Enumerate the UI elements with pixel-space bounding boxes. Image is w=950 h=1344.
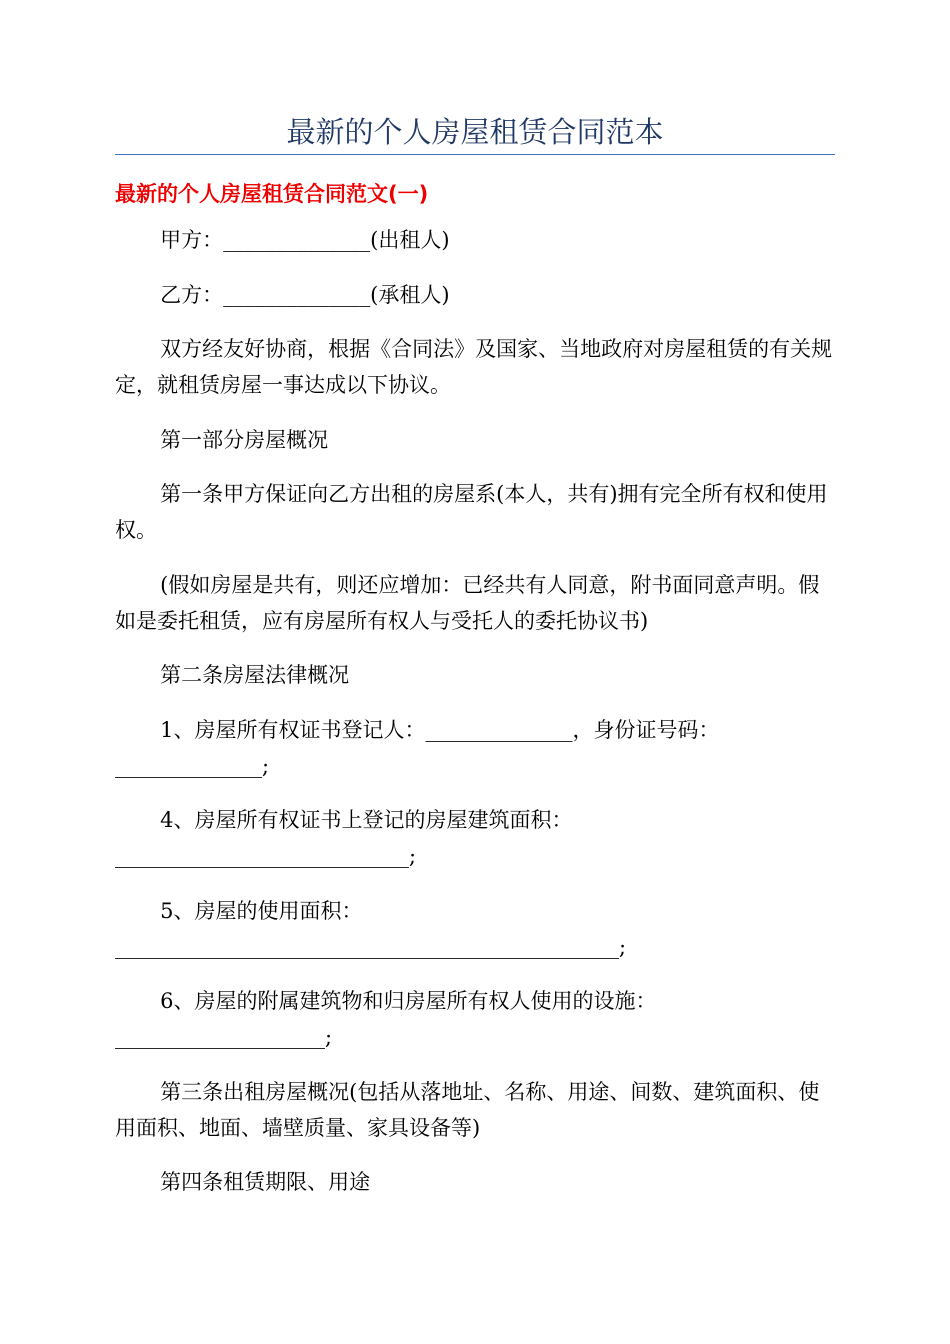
document-title: 最新的个人房屋租赁合同范本: [286, 115, 664, 149]
part-one-heading: 第一部分房屋概况: [160, 427, 329, 452]
clause-4-building-area: 4、房屋所有权证书上登记的房屋建筑面积：____________________________;: [115, 808, 573, 868]
party-b-line: 乙方：______________(承租人): [160, 282, 450, 307]
co-ownership-note: (假如房屋是共有，则还应增加：已经共有人同意，附书面同意声明。假如是委托租赁，应有房屋所有权人与受托人的委托协议书): [115, 572, 820, 633]
clause-6-facilities: 6、房屋的附属建筑物和归房屋所有权人使用的设施：____________________;: [115, 989, 657, 1049]
article-three-paragraph: 第三条出租房屋概况(包括从落地址、名称、用途、间数、建筑面积、使用面积、地面、墙壁质量、家具设备等): [115, 1079, 820, 1140]
party-a-line: 甲方：______________(出租人): [160, 228, 450, 252]
clause-5-usable-area: 5、房屋的使用面积：________________________________________________;: [115, 898, 627, 959]
title-underline: [115, 154, 835, 155]
clause-1-owner: 1、房屋所有权证书登记人：______________，身份证号码：______________;: [115, 717, 720, 778]
article-four-heading: 第四条租赁期限、用途: [160, 1170, 371, 1194]
article-two-heading: 第二条房屋法律概况: [160, 663, 350, 687]
preamble-paragraph: 双方经友好协商，根据《合同法》及国家、当地政府对房屋租赁的有关规定，就租赁房屋一事达成以下协议。: [115, 337, 833, 397]
section-heading: 最新的个人房屋租赁合同范文(一): [115, 182, 429, 206]
article-one-paragraph: 第一条甲方保证向乙方出租的房屋系(本人，共有)拥有完全所有权和使用权。: [115, 482, 828, 542]
document-body: [115, 222, 835, 1219]
